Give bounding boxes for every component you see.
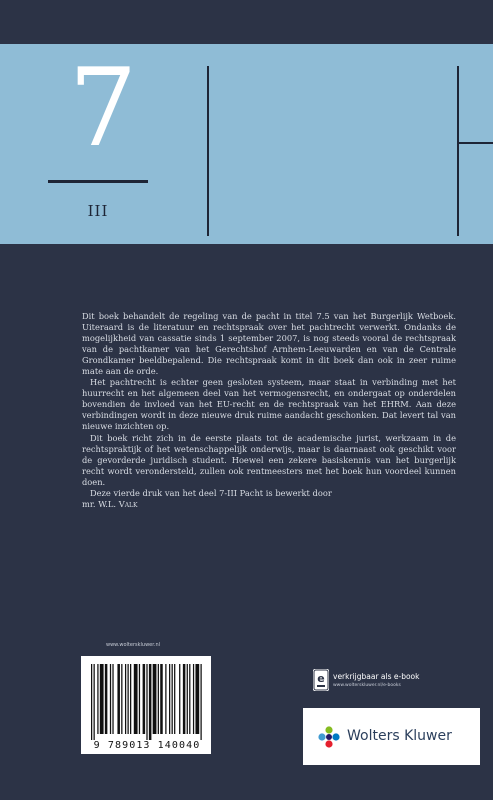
barcode-bar <box>134 664 138 734</box>
barcode-bar <box>125 664 126 734</box>
wolters-kluwer-logo <box>317 725 341 749</box>
barcode-bar <box>172 664 173 734</box>
blurb-paragraph: Dit boek richt zich in de eerste plaats tot de academische jurist, werkzaam in de rechtspraktijk of het wetenschappelijk onderwijs, maar is daarnaast ook geschikt voor de gevorderde juridisch student. Hoewel een zekere basiskennis van het burgerlijk recht wordt verondersteld, zullen ook rentmeesters met het boek hun voordeel kunnen doen. <box>82 432 456 487</box>
barcode-bar <box>165 664 166 734</box>
barcode-bar <box>121 664 122 734</box>
barcode-bar <box>200 664 201 740</box>
barcode-bar <box>195 664 199 734</box>
barcode-bar <box>110 664 111 734</box>
barcode-bar <box>174 664 175 734</box>
barcode-bar <box>105 664 108 734</box>
barcode-bar <box>153 664 157 734</box>
band-divider-left <box>207 66 209 236</box>
barcode-bar <box>179 664 180 734</box>
ebook-label: verkrijgbaar als e-book <box>333 672 420 681</box>
band-tick <box>457 142 493 144</box>
author-line <box>82 499 456 510</box>
top-strip <box>0 0 493 44</box>
barcode-bars <box>91 664 203 740</box>
barcode-bar <box>112 664 113 734</box>
barcode-bar <box>139 664 140 734</box>
publisher-box <box>303 708 480 765</box>
isbn-number: 9 789013 140040 <box>93 740 201 751</box>
barcode-bar <box>158 664 159 734</box>
author-prefix: mr. W.L. <box>82 498 119 509</box>
volume-number: 7 <box>68 46 138 171</box>
barcode-bar <box>183 664 186 734</box>
volume-subtitle: III <box>87 202 109 220</box>
author-surname: Valk <box>118 498 138 509</box>
barcode-bar <box>91 664 92 740</box>
barcode-bar <box>94 664 95 740</box>
isbn-barcode <box>81 656 211 754</box>
band-divider-right <box>457 66 459 236</box>
barcode-bar <box>160 664 163 734</box>
svg-text:e: e <box>317 672 325 685</box>
barcode-bar <box>169 664 170 734</box>
barcode-bar <box>127 664 128 734</box>
ebook-url[interactable]: www.wolterskluwer.nl/e-books <box>333 683 401 688</box>
barcode-bar <box>146 664 147 740</box>
barcode-bar <box>189 664 190 734</box>
back-cover-blurb <box>82 311 456 510</box>
blurb-paragraph: Deze vierde druk van het deel 7-III Pacht is bewerkt door <box>90 487 332 498</box>
website-url[interactable]: www.wolterskluwer.nl <box>106 642 160 648</box>
barcode-bar <box>143 664 146 734</box>
barcode-bar <box>117 664 120 734</box>
ebook-icon <box>313 669 329 691</box>
barcode-bar <box>97 664 98 734</box>
barcode-bar <box>187 664 188 734</box>
barcode-bar <box>149 664 152 740</box>
barcode-bar <box>130 664 131 734</box>
volume-rule <box>48 180 148 183</box>
barcode-bar <box>193 664 194 734</box>
barcode-bar <box>100 664 104 734</box>
blurb-paragraph: Het pachtrecht is echter geen gesloten systeem, maar staat in verbinding met het huurrecht en het algemeen deel van het vermogensrecht, en ondergaat op onderdelen bovendien de invloed van het EU-recht en de rechtspraak van het EHRM. Aan deze verbindingen wordt in deze nieuwe druk ruime aandacht geschonken. Dat levert tal van nieuwe inzichten op. <box>82 377 456 432</box>
publisher-name: Wolters Kluwer <box>347 728 452 744</box>
blurb-paragraph: Dit boek behandelt de regeling van de pacht in titel 7.5 van het Burgerlijk Wetboek. Uiteraard is de literatuur en rechtspraak over het pachtrecht verwerkt. Ondanks de mogelijkheid van cassatie sinds 1 september 2007, is nog steeds vooral de rechtspraak van de pachtkamer van het Gerechtshof Arnhem-Leeuwarden en van de Centrale Grondkamer beeldbepalend. Die rechtspraak komt in dit boek dan ook in zeer ruime mate aan de orde. <box>82 311 456 377</box>
